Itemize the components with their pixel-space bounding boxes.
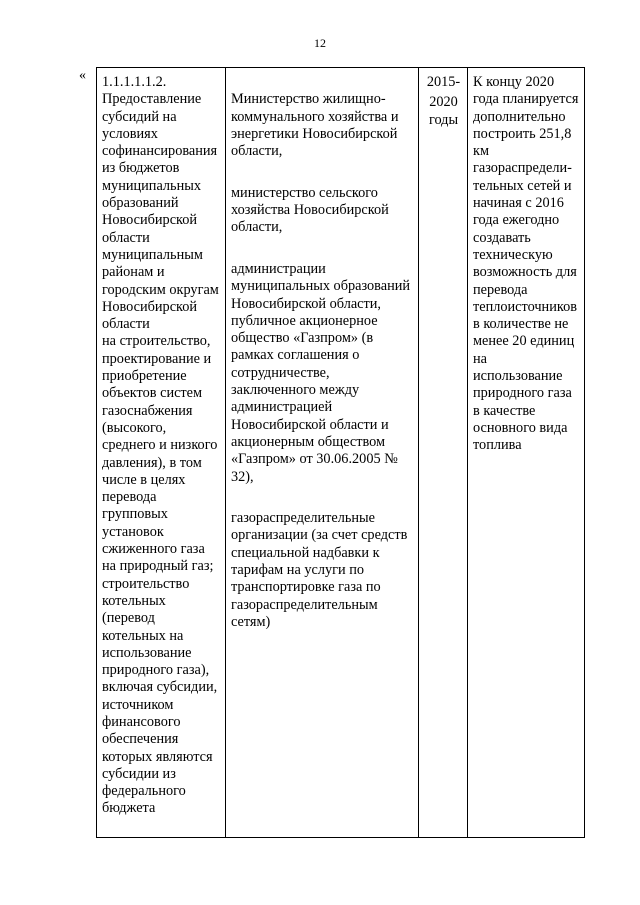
- opening-quote-mark: «: [79, 68, 86, 83]
- page-number: 12: [314, 36, 326, 50]
- table-row: [97, 68, 585, 838]
- executor-item: министерство сельского хозяйства Новосибирской области,: [231, 184, 389, 236]
- period-unit: годы: [428, 111, 459, 128]
- executor-item: администрации муниципальных образований Новосибирской области, публичное акционерное общество «Газпром» (в рамках соглашения о сотрудничестве, заключенного между администрацией Новосибирской области и акционерным обществом «Газпром» от 30.06.2005 № 32),: [231, 260, 411, 485]
- result-cell: К концу 2020 года планируется дополнительно построить 251,8 км газораспредели-тельных сетей и начиная с 2016 года ежегодно создавать техническую возможность для перевода теплоисточников в количестве не менее 20 единиц на использование природного газа в качестве основного вида топлива: [468, 68, 585, 838]
- program-measures-table: [96, 67, 585, 838]
- period-cell: [419, 68, 468, 838]
- executors-cell: [226, 68, 419, 838]
- executor-item: Министерство жилищно-коммунального хозяйства и энергетики Новосибирской области,: [231, 91, 399, 160]
- executor-item: газораспределительные организации (за счет средств специальной надбавки к тарифам на услуги по транспортировке газа по газораспределительным сетям): [231, 510, 408, 630]
- period-end: 2020: [429, 94, 458, 111]
- measure-cell: 1.1.1.1.1.2. Предоставление субсидий на условиях софинансирования из бюджетов муниципальных образований Новосибирской области муниципальным районам и городским округам Новосибирской области на строительство, проектирование и приобретение объектов систем газоснабжения (высокого, среднего и низкого давления), в том числе в целях перевода групповых установок сжиженного газа на природный газ; строительство котельных (перевод котельных на использование природного газа), включая субсидии, источником финансового обеспечения которых являются субсидии из федерального бюджета: [97, 68, 226, 838]
- period-start: 2015-: [426, 74, 461, 90]
